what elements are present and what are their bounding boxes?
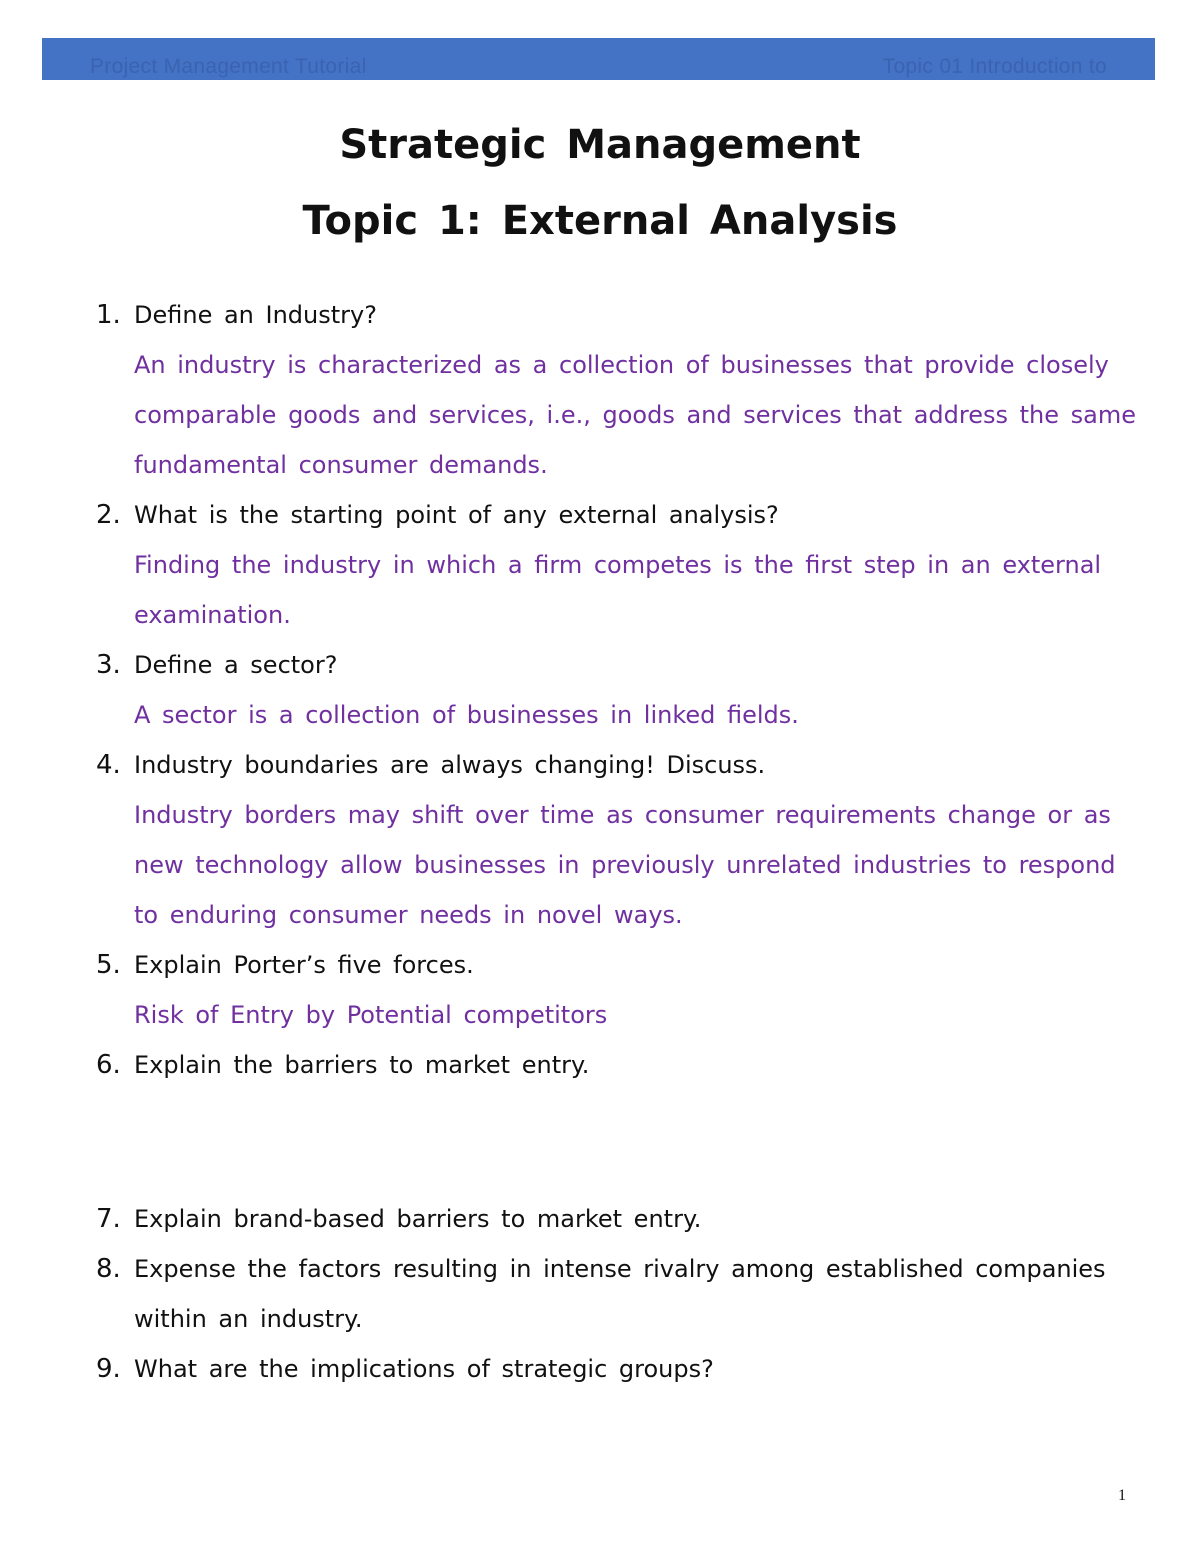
question-number: 3. bbox=[96, 650, 121, 680]
header-right-text: Topic 01 Introduction to bbox=[882, 55, 1107, 78]
question-item bbox=[96, 1244, 1136, 1344]
question-item bbox=[96, 490, 1136, 540]
question-text: What is the starting point of any external analysis? bbox=[134, 501, 779, 529]
question-text: Define an Industry? bbox=[134, 301, 377, 329]
question-text: Industry boundaries are always changing! Discuss. bbox=[134, 751, 766, 779]
question-number: 5. bbox=[96, 950, 121, 980]
question-text: What are the implications of strategic groups? bbox=[134, 1355, 714, 1383]
page-header-band bbox=[42, 38, 1155, 80]
question-item bbox=[96, 640, 1136, 690]
question-text: Explain brand-based barriers to market entry. bbox=[134, 1205, 702, 1233]
question-number: 8. bbox=[96, 1254, 121, 1284]
question-text: Explain Porter’s five forces. bbox=[134, 951, 474, 979]
answer-text: Risk of Entry by Potential competitors bbox=[134, 1001, 608, 1029]
blank-answer-space bbox=[96, 1090, 1136, 1194]
answer-text: A sector is a collection of businesses in linked fields. bbox=[134, 701, 799, 729]
question-item bbox=[96, 740, 1136, 790]
document-subtitle: Topic 1: External Analysis bbox=[302, 198, 898, 244]
question-item bbox=[96, 940, 1136, 990]
header-left-text: Project Management Tutorial bbox=[90, 55, 367, 78]
question-item bbox=[96, 1040, 1136, 1090]
question-number: 1. bbox=[96, 300, 121, 330]
question-number: 6. bbox=[96, 1050, 121, 1080]
answer-text: Industry borders may shift over time as consumer requirements change or as new technology allow businesses in previously unrelated industries to respond to enduring consumer needs in novel ways. bbox=[134, 801, 1116, 929]
answer-text: An industry is characterized as a collection of businesses that provide closely comparable goods and services, i.e., goods and services that address the same fundamental consumer demands. bbox=[134, 351, 1137, 479]
question-item bbox=[96, 290, 1136, 340]
question-number: 2. bbox=[96, 500, 121, 530]
question-text: Define a sector? bbox=[134, 651, 338, 679]
question-item bbox=[96, 1344, 1136, 1394]
document-title: Strategic Management bbox=[339, 122, 861, 168]
question-number: 7. bbox=[96, 1204, 121, 1234]
page-number: 1 bbox=[1118, 1487, 1126, 1504]
question-list bbox=[96, 290, 1136, 1394]
answer-text: Finding the industry in which a firm competes is the first step in an external examination. bbox=[134, 551, 1102, 629]
question-text: Explain the barriers to market entry. bbox=[134, 1051, 590, 1079]
question-number: 4. bbox=[96, 750, 121, 780]
question-item bbox=[96, 1194, 1136, 1244]
question-number: 9. bbox=[96, 1354, 121, 1384]
question-text: Expense the factors resulting in intense rivalry among established companies within an industry. bbox=[134, 1255, 1106, 1333]
